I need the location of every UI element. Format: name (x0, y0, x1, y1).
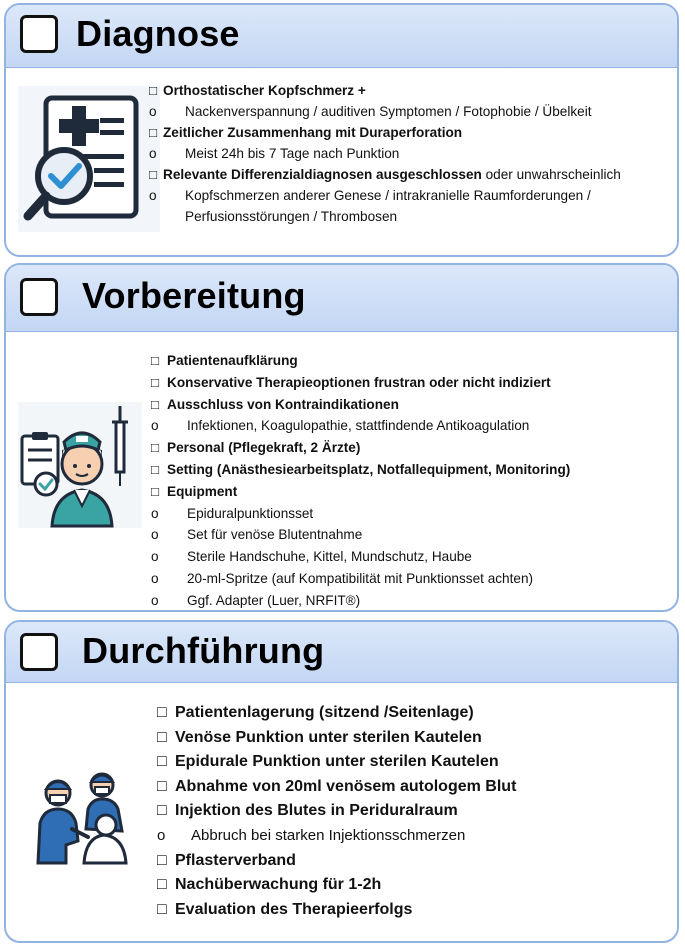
durchfuehrung-list (157, 701, 516, 922)
section-durchfuehrung (4, 620, 679, 943)
list-item: □ Setting (Anästhesiearbeitsplatz, Notfallequipment, Monitoring) (151, 461, 571, 477)
list-item: □ Zeitlicher Zusammenhang mit Duraperforation (149, 125, 463, 140)
section-diagnose (4, 3, 679, 257)
section-title: Vorbereitung (82, 275, 306, 316)
list-item: □ Evaluation des Therapieerfolgs (157, 900, 413, 918)
doctors-patient-icon (32, 769, 132, 865)
list-item: □ Injektion des Blutes in Periduralraum (157, 802, 458, 820)
list-item: □ Abnahme von 20ml venösem autologem Blut (157, 777, 517, 795)
section-title: Diagnose (76, 13, 240, 54)
list-item: □ Nachüberwachung für 1-2h (157, 876, 382, 894)
section-vorbereitung (4, 263, 679, 612)
list-item: o Set für venöse Blutentnahme (151, 527, 363, 543)
list-item: o Infektionen, Koagulopathie, stattfindende Antikoagulation (151, 418, 530, 434)
list-item: o Abbruch bei starken Injektionsschmerzen (157, 826, 466, 844)
list-item: o Epiduralpunktionsset (151, 505, 314, 521)
list-item: o Meist 24h bis 7 Tage nach Punktion (149, 146, 400, 161)
list-item: □ Ausschluss von Kontraindikationen (151, 396, 399, 412)
section-checkbox[interactable] (20, 278, 58, 316)
vorbereitung-list (151, 350, 570, 612)
list-item: □ Venöse Punktion unter sterilen Kautelen (157, 728, 482, 746)
list-item: □ Epidurale Punktion unter sterilen Kautelen (157, 753, 499, 771)
list-item: □ Konservative Therapieoptionen frustran oder nicht indiziert (151, 374, 551, 390)
diagnose-list (149, 80, 621, 227)
list-item: □ Patientenaufklärung (151, 353, 298, 368)
list-item: o Nackenverspannung / auditiven Symptomen / Fotophobie / Übelkeit (149, 104, 592, 119)
section-header (6, 622, 677, 683)
list-item: o Sterile Handschuhe, Kittel, Mundschutz, Haube (151, 549, 472, 565)
section-header (6, 5, 677, 68)
nurse-icon (18, 402, 142, 528)
section-checkbox[interactable] (20, 15, 58, 53)
list-item: □ Orthostatischer Kopfschmerz + (149, 83, 366, 98)
list-item: □ Relevante Differenzialdiagnosen ausgeschlossen oder unwahrscheinlich (149, 167, 621, 182)
section-header (6, 265, 677, 332)
section-title: Durchführung (82, 630, 325, 671)
clipboard-magnifier-icon (16, 84, 162, 234)
list-item: o Ggf. Adapter (Luer, NRFIT®) (151, 592, 361, 608)
list-item: o 20-ml-Spritze (auf Kompatibilität mit Punktionsset achten) (151, 570, 534, 586)
list-item: Perfusionsstörungen / Thrombosen (185, 209, 398, 224)
list-item: □ Personal (Pflegekraft, 2 Ärzte) (151, 440, 361, 456)
list-item: □ Patientenlagerung (sitzend /Seitenlage) (157, 704, 474, 721)
list-item: o Kopfschmerzen anderer Genese / intrakranielle Raumforderungen / (149, 188, 591, 203)
list-item: □ Pflasterverband (157, 851, 296, 869)
list-item: □ Equipment (151, 483, 238, 499)
section-checkbox[interactable] (20, 633, 58, 671)
